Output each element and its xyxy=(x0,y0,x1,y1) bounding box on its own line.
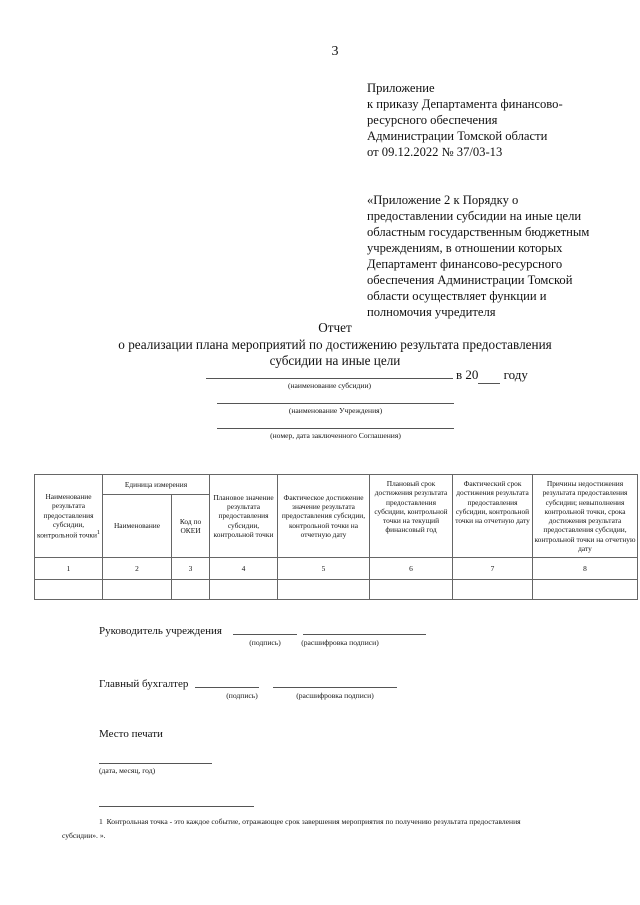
appendix-line: «Приложение 2 к Порядку о xyxy=(367,193,519,207)
header-planned-date: Плановый срок достижения результата предоставления субсидии, контрольной точки на текущий финансовый год xyxy=(370,475,453,558)
report-subtitle: о реализации плана мероприятий по достижению результата предоставления xyxy=(118,337,552,352)
institution-name-caption: (наименование Учреждения) xyxy=(288,406,383,415)
footnote xyxy=(62,815,589,843)
subsidy-name-line xyxy=(206,378,453,379)
head-label: Руководитель учреждения xyxy=(99,625,222,637)
accountant-decoding-caption: (расшифровка подписи) xyxy=(296,691,374,700)
header-planned-value: Плановое значение результата предоставления субсидии, контрольной точки xyxy=(210,475,278,558)
header-actual-value: Фактическое достижение значение результата предоставления субсидии, контрольной точки на отчетную дату xyxy=(278,475,370,558)
institution-name-line xyxy=(217,403,454,404)
date-line xyxy=(99,763,212,764)
report-subtitle-2: субсидии на иные цели xyxy=(269,353,401,368)
head-decoding-line xyxy=(303,634,426,635)
approval-line: ресурсного обеспечения xyxy=(367,113,498,127)
column-number: 4 xyxy=(210,558,278,580)
year-suffix: году xyxy=(503,367,528,382)
column-number: 5 xyxy=(278,558,370,580)
table-cell xyxy=(370,580,453,600)
footnote-text: Контрольная точка - это каждое событие, отражающее срок завершения мероприятия по получению результата предоставления xyxy=(106,817,521,826)
accountant-label: Главный бухгалтер xyxy=(99,678,189,690)
header-reasons: Причины недостижения результата предоставления субсидии; невыполнения контрольной точки, срока достижения результата предоставления субсидии, контрольной точки на отчетную дату xyxy=(533,475,638,558)
column-number-row xyxy=(35,558,638,580)
footnote-rule xyxy=(99,806,254,807)
footnote-number: 1 xyxy=(99,817,103,826)
header-unit-group: Единица измерения xyxy=(103,475,210,495)
footnote-ref: 1 xyxy=(96,530,100,537)
table-cell xyxy=(103,580,172,600)
table-cell xyxy=(533,580,638,600)
accountant-decoding-line xyxy=(273,687,397,688)
appendix-line: учреждениям, в отношении которых xyxy=(367,241,563,255)
approval-line: к приказу Департамента финансово- xyxy=(367,97,563,111)
approval-line: Приложение xyxy=(367,81,435,95)
appendix-block xyxy=(367,192,632,320)
table-cell xyxy=(278,580,370,600)
appendix-line: полномочия учредителя xyxy=(367,305,496,319)
column-number: 7 xyxy=(453,558,533,580)
approval-line: от 09.12.2022 № 37/03-13 xyxy=(367,145,503,159)
header-unit-name: Наименование xyxy=(103,495,172,558)
table-cell xyxy=(172,580,210,600)
accountant-signature-caption: (подпись) xyxy=(226,691,258,700)
column-number: 8 xyxy=(533,558,638,580)
column-number: 1 xyxy=(35,558,103,580)
report-table xyxy=(34,474,638,600)
agreement-caption: (номер, дата заключенного Соглашения) xyxy=(270,431,401,440)
footnote-continuation: субсидии». ». xyxy=(62,831,106,840)
head-decoding-caption: (расшифровка подписи) xyxy=(301,638,379,647)
year-blank xyxy=(478,367,500,384)
report-title: Отчет xyxy=(318,320,352,335)
table-cell xyxy=(453,580,533,600)
table-cell xyxy=(35,580,103,600)
year-field xyxy=(456,367,528,384)
agreement-line xyxy=(217,428,454,429)
column-number: 3 xyxy=(172,558,210,580)
column-number: 6 xyxy=(370,558,453,580)
head-signature-caption: (подпись) xyxy=(249,638,281,647)
empty-data-row xyxy=(35,580,638,600)
header-actual-date: Фактический срок достижения результата предоставления субсидии, контрольной точки на отчетную дату xyxy=(453,475,533,558)
appendix-line: предоставлении субсидии на иные цели xyxy=(367,209,582,223)
table-cell xyxy=(210,580,278,600)
head-signature-line xyxy=(233,634,297,635)
approval-line: Администрации Томской области xyxy=(367,129,548,143)
date-caption: (дата, месяц, год) xyxy=(99,766,156,775)
year-label: в 20 xyxy=(456,367,479,382)
header-result-name: Наименование результата предоставления субсидии, контрольной точки$^1$ xyxy=(35,475,103,558)
subsidy-name-caption: (наименование субсидии) xyxy=(287,381,372,390)
appendix-line: области осуществляет функции и xyxy=(367,289,547,303)
stamp-label: Место печати xyxy=(99,728,163,740)
appendix-line: Департамент финансово-ресурсного xyxy=(367,257,563,271)
appendix-line: областным государственным бюджетным xyxy=(367,225,590,239)
header-unit-code: Код по ОКЕИ xyxy=(172,495,210,558)
appendix-line: обеспечения Администрации Томской xyxy=(367,273,573,287)
page-number: 3 xyxy=(331,44,339,59)
accountant-signature-line xyxy=(195,687,259,688)
column-number: 2 xyxy=(103,558,172,580)
approval-block xyxy=(367,80,627,160)
